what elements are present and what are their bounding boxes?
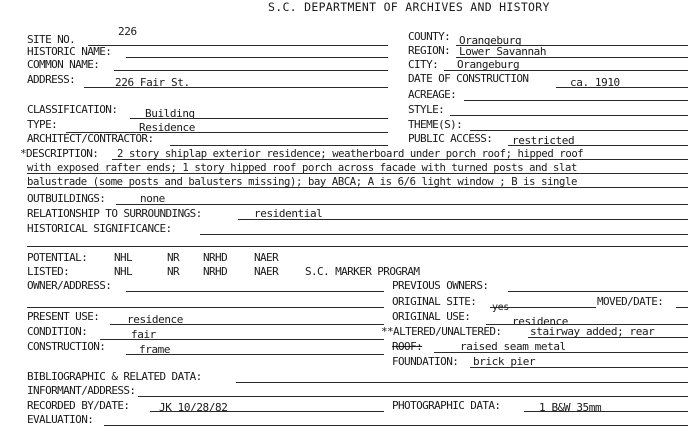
previous-owners-line: [508, 291, 688, 292]
photographic-label: PHOTOGRAPHIC DATA:: [392, 399, 501, 412]
owner-label: OWNER/ADDRESS:: [27, 279, 112, 292]
public-access-label: PUBLIC ACCESS:: [408, 132, 493, 145]
region-value: Lower Savannah: [459, 45, 547, 58]
site-no-label: SITE NO.: [27, 33, 76, 46]
condition-line: [100, 339, 384, 340]
date-value: ca. 1910: [570, 76, 620, 89]
county-label: COUNTY:: [408, 30, 451, 43]
roof-value: raised seam metal: [460, 340, 566, 353]
recorded-line: [150, 411, 384, 412]
classification-value: Building: [145, 107, 195, 120]
original-site-line: [490, 307, 596, 308]
county-value: Orangeburg: [459, 34, 522, 47]
foundation-line: [470, 367, 688, 368]
date-label: DATE OF CONSTRUCTION: [408, 72, 529, 85]
roof-label: ROOF:: [392, 340, 423, 353]
significance-label: HISTORICAL SIGNIFICANCE:: [27, 222, 172, 235]
style-label: STYLE:: [408, 103, 445, 116]
architect-line: [170, 145, 388, 146]
date-line: [556, 87, 688, 88]
description-rule-1: [112, 159, 688, 160]
listed-nrhd: NRHD: [203, 265, 228, 278]
address-value: 226 Fair St.: [115, 76, 190, 89]
original-use-value: residence: [512, 315, 569, 328]
condition-label: CONDITION:: [27, 325, 88, 338]
previous-owners-label: PREVIOUS OWNERS:: [392, 279, 489, 292]
foundation-label: FOUNDATION:: [392, 355, 459, 368]
type-label: TYPE:: [27, 118, 58, 131]
listed-nr: NR: [167, 265, 180, 278]
bibliographic-line: [236, 382, 688, 383]
description-line-3: balustrade (some posts and balusters missing); bay ABCA; A is 6/6 light window ; B is single: [27, 176, 577, 188]
potential-label: POTENTIAL:: [27, 251, 88, 264]
evaluation-label: EVALUATION:: [27, 413, 94, 426]
listed-naer: NAER: [254, 265, 279, 278]
city-value: Orangeburg: [457, 58, 520, 71]
marker-program: S.C. MARKER PROGRAM: [305, 265, 420, 278]
city-line: [444, 70, 688, 71]
public-access-value: restricted: [512, 134, 575, 147]
outbuildings-value: none: [140, 192, 165, 205]
outbuildings-line: [116, 204, 688, 205]
recorded-value: JK 10/28/82: [159, 401, 228, 414]
classification-label: CLASSIFICATION:: [27, 103, 118, 116]
address-label: ADDRESS:: [27, 73, 76, 86]
altered-label: **ALTERED/UNALTERED:: [381, 325, 502, 338]
city-label: CITY:: [408, 58, 439, 71]
common-name-line: [114, 70, 388, 71]
public-access-line: [508, 145, 688, 146]
relationship-label: RELATIONSHIP TO SURROUNDINGS:: [27, 207, 202, 220]
owner-line: [126, 291, 384, 292]
significance-line-1: [200, 234, 688, 235]
significance-line-2: [27, 246, 688, 247]
roof-line: [434, 352, 688, 353]
bibliographic-label: BIBLIOGRAPHIC & RELATED DATA:: [27, 370, 202, 383]
present-use-value: residence: [127, 313, 184, 326]
description-label: *DESCRIPTION:: [20, 147, 99, 160]
foundation-value: brick pier: [473, 355, 536, 368]
recorded-label: RECORDED BY/DATE:: [27, 399, 130, 412]
relationship-value: residential: [254, 207, 323, 220]
acreage-label: ACREAGE:: [408, 88, 457, 101]
listed-label: LISTED:: [27, 265, 70, 278]
listed-nhl: NHL: [114, 265, 133, 278]
relationship-line: [238, 219, 688, 220]
potential-nr: NR: [167, 251, 180, 264]
present-use-label: PRESENT USE:: [27, 310, 100, 323]
region-label: REGION:: [408, 44, 451, 57]
original-site-label: ORIGINAL SITE:: [392, 295, 477, 308]
address-line: [84, 87, 388, 88]
historic-name-label: HISTORIC NAME:: [27, 45, 112, 58]
style-line: [450, 115, 688, 116]
construction-label: CONSTRUCTION:: [27, 340, 106, 353]
owner-line-2: [27, 307, 384, 308]
moved-date-line: [676, 307, 688, 308]
informant-line: [138, 396, 688, 397]
site-no-line: [88, 45, 388, 46]
potential-nhl: NHL: [114, 251, 133, 264]
photographic-line: [524, 411, 688, 412]
description-line-1: 2 story shiplap exterior residence; weatherboard under porch roof; hipped roof: [117, 148, 584, 160]
acreage-line: [464, 100, 688, 101]
description-line-2: with exposed rafter ends; 1 story hipped roof porch across facade with turned posts and slat: [27, 162, 577, 174]
type-value: Residence: [139, 121, 196, 134]
altered-line: [528, 337, 688, 338]
altered-value: stairway added; rear: [530, 325, 655, 338]
condition-value: fair: [131, 328, 156, 341]
historic-name-line: [126, 57, 388, 58]
construction-value: frame: [139, 343, 171, 356]
evaluation-line: [104, 425, 688, 426]
classification-line: [130, 118, 388, 119]
moved-date-label: MOVED/DATE:: [597, 295, 664, 308]
photographic-value: 1 B&W 35mm: [539, 401, 602, 414]
description-rule-2: [27, 173, 688, 174]
themes-line: [470, 130, 688, 131]
original-use-label: ORIGINAL USE:: [392, 310, 471, 323]
potential-naer: NAER: [254, 251, 279, 264]
common-name-label: COMMON NAME:: [27, 58, 100, 71]
present-use-line: [110, 324, 384, 325]
potential-nrhd: NRHD: [203, 251, 228, 264]
site-no-value: 226: [118, 25, 137, 38]
outbuildings-label: OUTBUILDINGS:: [27, 192, 106, 205]
form-title: S.C. DEPARTMENT OF ARCHIVES AND HISTORY: [268, 0, 550, 14]
description-rule-3: [27, 187, 688, 188]
architect-label: ARCHITECT/CONTRACTOR:: [27, 132, 154, 145]
themes-label: THEME(S):: [408, 118, 463, 131]
original-site-value: yes: [492, 302, 509, 313]
construction-line: [126, 354, 384, 355]
informant-label: INFORMANT/ADDRESS:: [27, 384, 136, 397]
